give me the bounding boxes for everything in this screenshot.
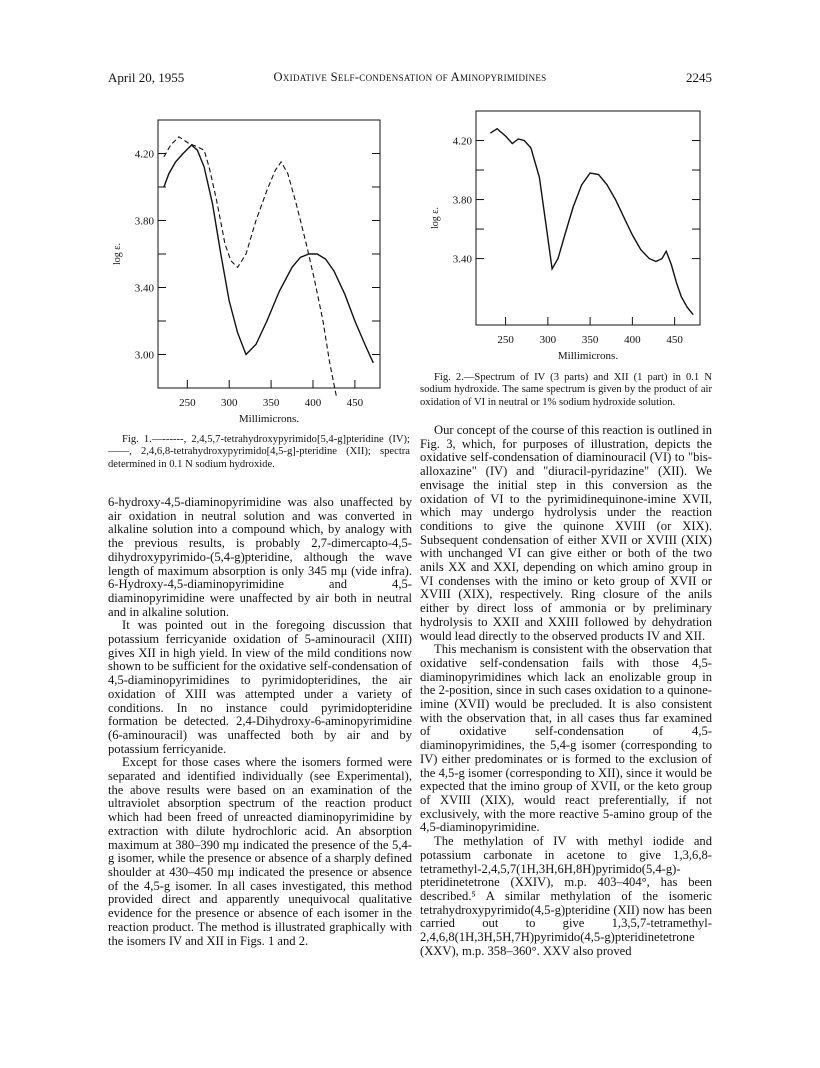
figure-2-chart [418,103,718,365]
paragraph: The methylation of IV with methyl iodide and potassium carbonate in acetone to give 1,3,6,8-tetramethyl-2,4,5,7(1H,3H,6H,8H)pyrimido(5,4-g)-pteridinetetrone (XXIV), m.p. 403–404°, has been described.⁵ A similar methylation of the isomeric tetrahydroxypyrimido(4,5-g)pteridine (XII) now has been carried out to give 1,3,5,7-tetramethyl-2,4,6,8(1H,3H,5H,7H)pyrimido(4,5-g)pteridinetetrone (XXV), m.p. 358–360°. XXV also proved [420,834,712,958]
x-tick-label: 450 [666,334,683,346]
right-text-column [420,424,712,958]
y-tick-label: 3.00 [134,349,154,362]
x-tick-label: 400 [624,334,641,346]
y-tick-label: 3.40 [452,253,472,266]
y-tick-label: 4.20 [134,148,154,161]
left-text-column [108,496,412,948]
y-axis-label: log ε. [430,207,441,229]
paragraph: Except for those cases where the isomers formed were separated and identified individually (see Experimental), the above results were based on an examination of the ultraviolet absorption spectrum of the reaction product which had been freed of unreacted diaminopyrimidine by extraction with dilute hydrochloric acid. An absorption maximum at 380–390 mμ indicated the presence of the 5,4-g isomer, while the presence or absence of a sharply defined shoulder at 430–450 mμ indicated the presence or absence of the 4,5-g isomer. In all cases investigated, this method provided direct and apparently unequivocal qualitative evidence for the presence or absence of each isomer in the reaction product. The method is illustrated graphically with the isomers IV and XII in Figs. 1 and 2. [108,755,412,948]
x-tick-label: 300 [220,397,238,409]
y-tick-label: 4.20 [452,135,472,148]
paragraph: This mechanism is consistent with the observation that oxidative self-condensation fails with those 4,5-diaminopyrimidines which lack an enolizable group in the 2-position, since in such cases oxidation to a quinone-imine (XVII) would be precluded. It is also consistent with the observation that, in all cases thus far examined of oxidative self-condensation of 4,5-diaminopyrimidines, the 5,4-g isomer (corresponding to IV) either predominates or is formed to the exclusion of the 4,5-g isomer (corresponding to XII), since it would be expected that the imino group of XVII, or the keto group of XVIII (XIX), would react preferentially, if not exclusively, with the more reactive 5-amino group of the 4,5-diaminopyrimidine. [420,642,712,835]
paragraph: 6-hydroxy-4,5-diaminopyrimidine was also unaffected by air oxidation in neutral solution and was converted in alkaline solution into a compound which, by analogy with the previous results, is probably 2,7-dimercapto-4,5-dihydroxypyrimido-(5,4-g)pteridine, although the wave length of maximum absorption is only 345 mμ (vide infra). 6-Hydroxy-4,5-diaminopyrimidine and 4,5-diaminopyrimidine were unaffected by air both in neutral and in alkaline solution. [108,495,412,619]
series-line-1 [164,145,373,363]
plot-frame [476,111,700,325]
y-tick-label: 3.40 [134,282,154,295]
x-tick-label: 350 [581,334,599,346]
x-axis-label: Millimicrons. [238,413,300,425]
paragraph: Our concept of the course of this reaction is outlined in Fig. 3, which, for purposes of illustration, depicts the oxidative self-condensation of diaminouracil (VI) to "bis-alloxazine" (IV) and "diuracil-pyridazine" (XII). We envisage the initial step in this conversion as the oxidation of VI to the pyrimidinequinone-imine XVII, which may undergo hydrolysis under the reaction conditions to give the quinone XVIII (or XIX). Subsequent condensation of either XVII or XVIII (XIX) with unchanged VI can give either or both of the two anils XX and XXI, depending on which amino group in VI condenses with the imino or keto group of XVII or XVIII (XIX), respectively. Ring closure of the anils either by direct loss of ammonia or by preliminary hydrolysis to XXII and XXIII followed by dehydration would lead directly to the observed products IV and XII. [420,423,712,643]
x-tick-label: 400 [304,397,322,409]
header-title-text: Oxidative Self-condensation of Aminopyrimidines [273,70,547,84]
x-tick-label: 350 [262,397,280,409]
y-axis-label: log ε. [112,243,123,265]
x-tick-label: 250 [179,397,196,409]
y-tick-label: 3.80 [134,215,154,228]
header-page-number: 2245 [686,70,712,85]
x-axis-label: Millimicrons. [557,350,619,362]
series-line-0 [490,129,693,315]
x-tick-label: 450 [346,397,364,409]
figure-1-caption: Fig. 1.—------, 2,4,5,7-tetrahydroxypyrimido[5,4-g]pteridine (IV); ——, 2,4,6,8-tetrahydroxypyrimido[4,5-g]-pteridine (XII); spectra determined in 0.1 N sodium hydroxide. [108,434,410,470]
figure-1-chart [110,100,410,430]
paragraph: It was pointed out in the foregoing discussion that potassium ferricyanide oxidation of 5-aminouracil (XIII) gives XII in high yield. In view of the mild conditions now shown to be sufficient for the oxidative self-condensation of 4,5-diaminopyrimidines to pyrimidopteridines, the air oxidation of XIII was attempted under a variety of conditions. In no instance could pyrimidopteridine formation be detected. 2,4-Dihydroxy-6-aminopyrimidine (6-aminouracil) was unaffected both by air and by potassium ferricyanide. [108,618,412,756]
figure-2-caption: Fig. 2.—Spectrum of IV (3 parts) and XII (1 part) in 0.1 N sodium hydroxide. The same spectrum is given by the product of air oxidation of VI in neutral or 1% sodium hydroxide solution. [420,372,712,408]
x-tick-label: 250 [497,334,514,346]
plot-frame [158,120,380,388]
series-line-0 [164,137,337,397]
x-tick-label: 300 [539,334,557,346]
y-tick-label: 3.80 [452,194,472,207]
header-date: April 20, 1955 [108,70,185,85]
